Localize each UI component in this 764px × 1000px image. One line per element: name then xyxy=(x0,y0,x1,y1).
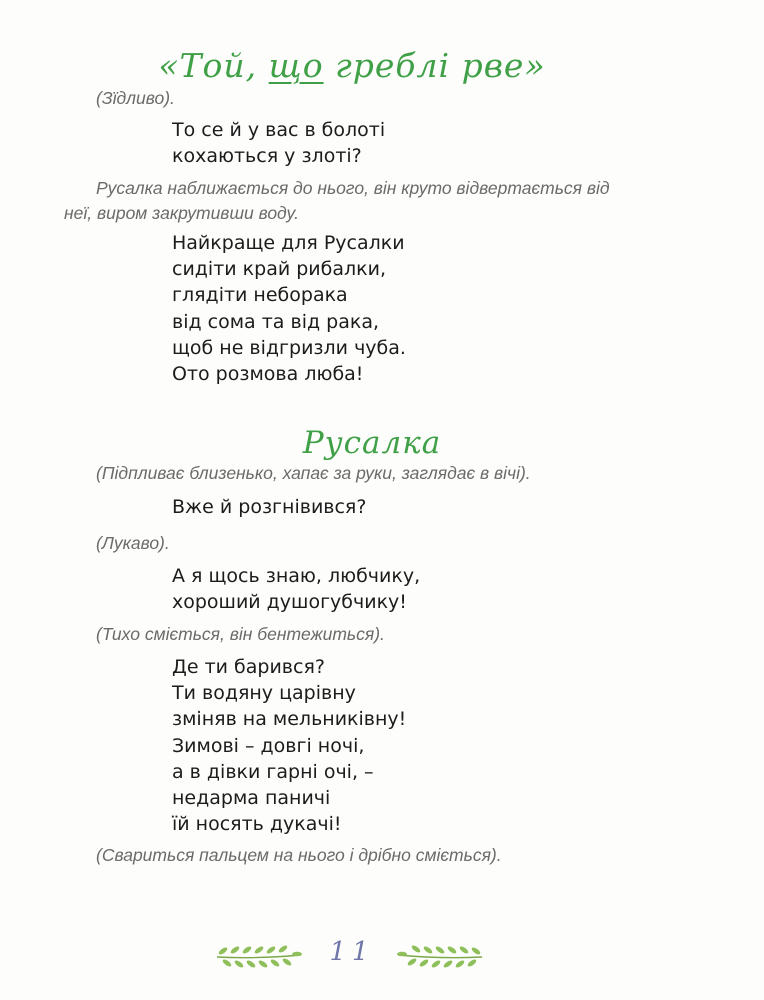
verse-line: Найкраще для Русалки xyxy=(172,232,405,254)
laurel-branch-right-icon xyxy=(396,943,486,969)
verse-block xyxy=(172,563,420,615)
stage-direction: (Тихо сміється, він бентежиться). xyxy=(96,624,385,644)
heading-word-underlined: що xyxy=(268,46,324,85)
page-number: 11 xyxy=(329,937,375,967)
verse-block xyxy=(172,494,366,520)
verse-block xyxy=(172,654,406,837)
verse-line: Зимові – довгі ночі, xyxy=(172,734,365,757)
verse-block xyxy=(172,117,385,169)
verse-line: Ти водяну царівну xyxy=(172,682,356,705)
verse-line: То се й у вас в болоті xyxy=(172,119,386,141)
laurel-branch-left-icon xyxy=(213,943,303,969)
verse-line: хороший душогубчику! xyxy=(172,591,407,614)
verse-line: їй носять дукачі! xyxy=(172,813,342,836)
page-footer xyxy=(0,937,764,977)
stage-direction: (Свариться пальцем на нього і дрібно сміється). xyxy=(96,845,502,865)
verse-line: а в дівки гарні очі, – xyxy=(172,760,374,783)
verse-line: зміняв на мельниківну! xyxy=(172,708,407,731)
stage-direction: (Лукаво). xyxy=(96,533,170,553)
open-quote: « xyxy=(158,46,180,85)
verse-line: А я щось знаю, любчику, xyxy=(172,565,421,587)
stage-direction-line: Русалка наближається до нього, він круто відвертається від xyxy=(96,178,610,198)
verse-block xyxy=(172,230,406,387)
verse-line: недарма паничі xyxy=(172,787,331,810)
verse-line: Вже й розгнівився? xyxy=(172,496,367,518)
stage-direction xyxy=(64,176,610,226)
stage-direction: (Підпливає близенько, хапає за руки, заглядає в вічі). xyxy=(96,463,531,483)
verse-line: від сома та від рака, xyxy=(172,310,380,333)
stage-direction: (Зїдливо). xyxy=(96,88,175,108)
heading-word: Той, xyxy=(179,46,258,85)
verse-line: Де ти барився? xyxy=(172,656,325,678)
section-heading xyxy=(0,46,764,85)
character-heading: Русалка xyxy=(302,425,442,461)
verse-line: глядіти неборака xyxy=(172,284,348,307)
verse-line: кохаються у злоті? xyxy=(172,145,362,168)
heading-word: греблі рве xyxy=(335,46,525,85)
verse-line: Ото розмова люба! xyxy=(172,363,364,386)
verse-line: щоб не відгризли чуба. xyxy=(172,336,406,359)
verse-line: сидіти край рибалки, xyxy=(172,258,387,281)
stage-direction-line: неї, виром закрутивши воду. xyxy=(64,203,299,223)
close-quote: » xyxy=(524,46,546,85)
